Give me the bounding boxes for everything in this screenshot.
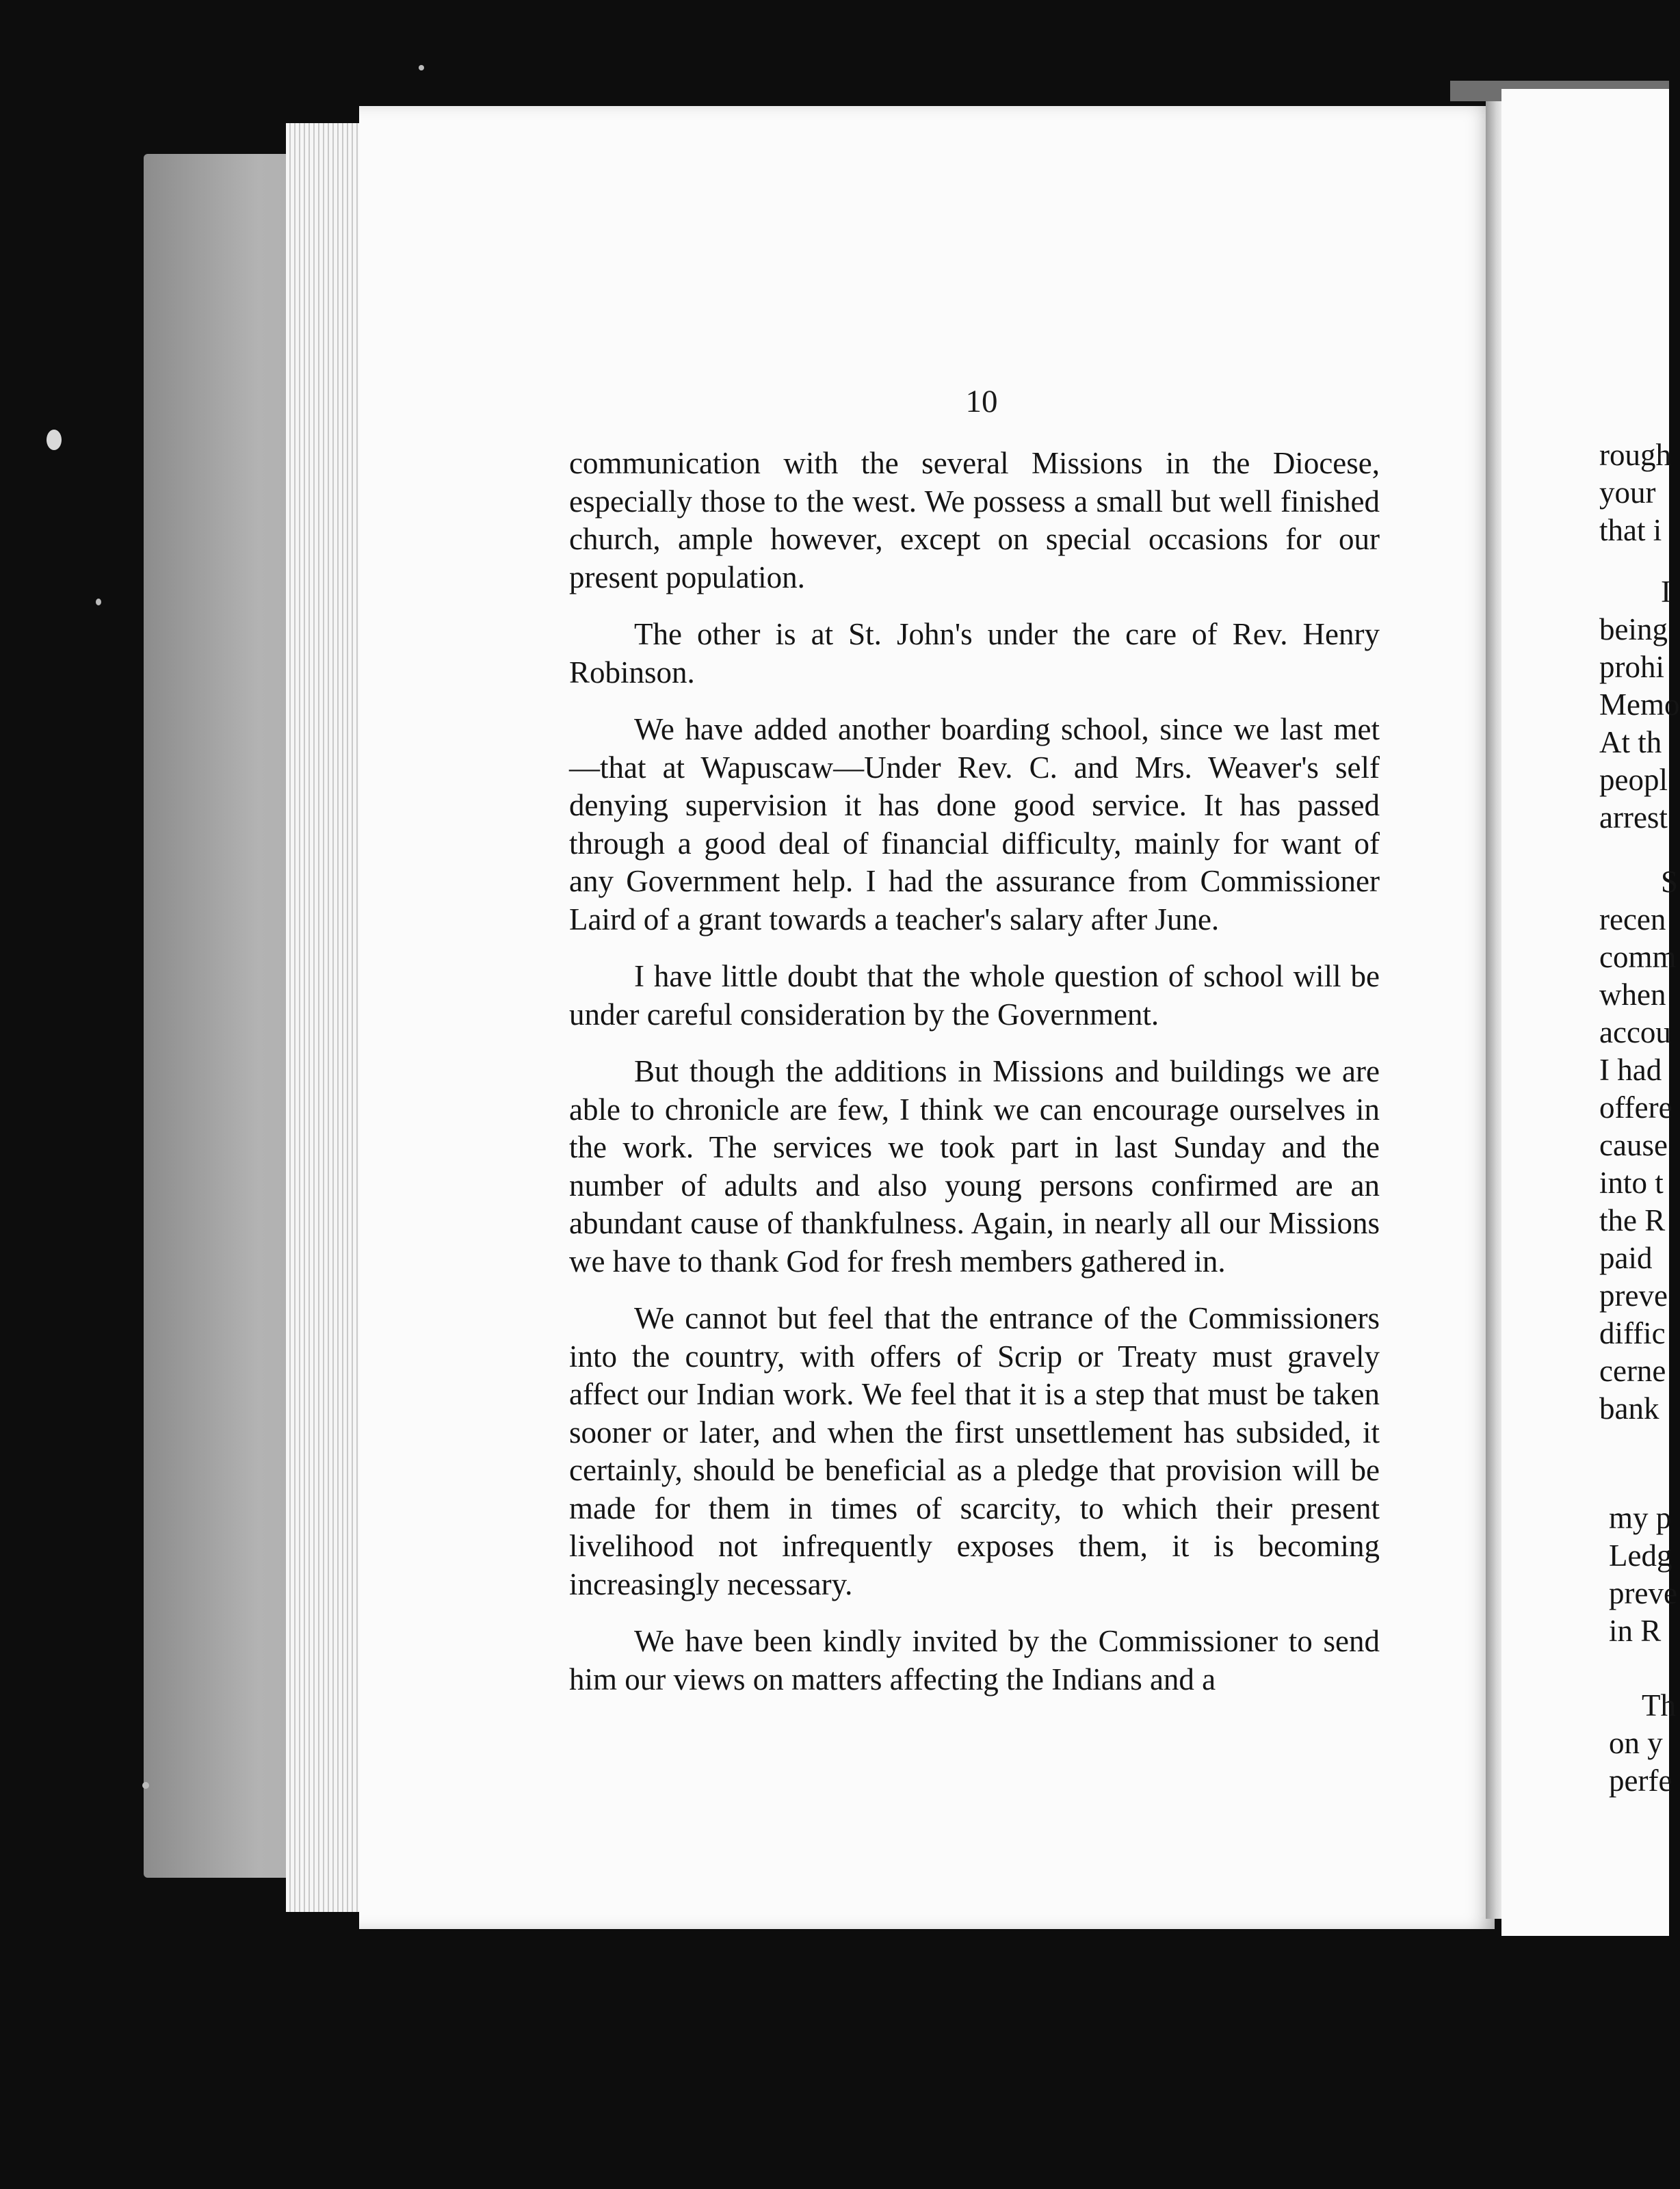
paragraph: communication with the several Missions in the Diocese, especially those to the west. We possess a small but well finished church, ample however, except on special occasions for our present population. (569, 446, 1380, 594)
right-page-line-fragment: that i (1599, 513, 1662, 547)
right-page-line-fragment: arrest (1599, 800, 1668, 835)
right-page-line-fragment: I had (1599, 1053, 1662, 1087)
right-page-line-fragment: being (1599, 612, 1668, 646)
paragraph: The other is at St. John's under the care of Rev. Henry Robinson. (569, 617, 1380, 690)
right-page-line-fragment: cause (1599, 1128, 1668, 1162)
right-page-line-fragment: the R (1599, 1203, 1666, 1237)
right-page-line-fragment: accou (1599, 1015, 1671, 1049)
right-page-line-fragment: Memo (1599, 687, 1680, 722)
right-page-line-fragment: when (1599, 978, 1666, 1012)
right-page-fragment-group (1599, 1687, 1675, 1800)
right-page-line-fragment: Ledg (1609, 1538, 1672, 1573)
right-page-line-fragment: in R (1609, 1614, 1662, 1648)
scan-artifact (142, 1782, 149, 1789)
right-page-fragment-group (1599, 863, 1679, 1428)
right-page-line-fragment: S (1661, 865, 1679, 899)
right-page-line-fragment: perfe (1609, 1764, 1672, 1798)
right-page-fragment-group (1599, 1499, 1675, 1650)
right-page-line-fragment: Th (1642, 1688, 1676, 1722)
right-page-fragment-group (1599, 436, 1675, 549)
right-page-line-fragment: my p (1609, 1501, 1672, 1535)
scan-artifact (96, 599, 101, 605)
right-page-line-fragment: offere (1599, 1090, 1672, 1125)
paragraph: We cannot but feel that the entrance of the Commissioners into the country, with offers of Scrip or Treaty must gravely affect our Indian work. We feel that it is a step that must be taken sooner or later, and when the first unsettlement has subsided, it certainly, should be beneficial as a pledge that provision will be made for them in times of scarcity, to which their present livelihood not infrequently exposes them, it is becoming increasingly necessary. (569, 1301, 1380, 1601)
right-page-line-fragment: recen (1599, 902, 1666, 936)
right-page-line-fragment: on y (1609, 1726, 1663, 1760)
right-page-line-fragment: rough (1599, 438, 1671, 472)
right-page-line-fragment: At th (1599, 725, 1662, 759)
paragraph: But though the additions in Missions and buildings we are able to chronicle are few, I think we can encourage ourselves in the work. The services we took part in last Sunday and the number of adults and also young persons confirmed are an abundant cause of thankfulness. Again, in nearly all our Missions we have to thank God for fresh members gathered in. (569, 1054, 1380, 1279)
scan-artifact (47, 430, 62, 450)
right-page-line-fragment: peopl (1599, 763, 1668, 797)
body-text (569, 445, 1380, 1718)
page-edges (286, 123, 368, 1912)
right-page-fragment-group (1599, 573, 1680, 837)
right-page-line-fragment: I (1661, 575, 1671, 609)
right-page-line-fragment: cerne (1599, 1354, 1666, 1388)
right-page-line-fragment: paid (1599, 1241, 1653, 1275)
paragraph: I have little doubt that the whole question of school will be under careful consideration by the Government. (569, 959, 1380, 1032)
right-page-line-fragment: bank (1599, 1391, 1659, 1426)
right-page-line-fragment: into t (1599, 1166, 1664, 1200)
right-page-line-fragment: prohi (1599, 650, 1664, 684)
paragraph: We have added another boarding school, since we last met—that at Wapuscaw—Under Rev. C. and Mrs. Weaver's self denying supervision it has done good service. It has passed through a good deal of financial difficulty, mainly for want of any Government help. I had the assurance from Commissioner Laird of a grant towards a teacher's salary after June. (569, 712, 1380, 936)
right-page-line-fragment: comm (1599, 940, 1677, 974)
right-page-line-fragment: preve (1599, 1279, 1668, 1313)
right-page-line-fragment: your (1599, 475, 1656, 510)
paragraph: We have been kindly invited by the Commissioner to send him our views on matters affecting the Indians and a (569, 1624, 1380, 1696)
page-number: 10 (965, 384, 998, 419)
right-page-line-fragment: preve (1609, 1576, 1677, 1610)
scan-artifact (419, 65, 424, 70)
right-page-line-fragment: diffic (1599, 1316, 1666, 1350)
